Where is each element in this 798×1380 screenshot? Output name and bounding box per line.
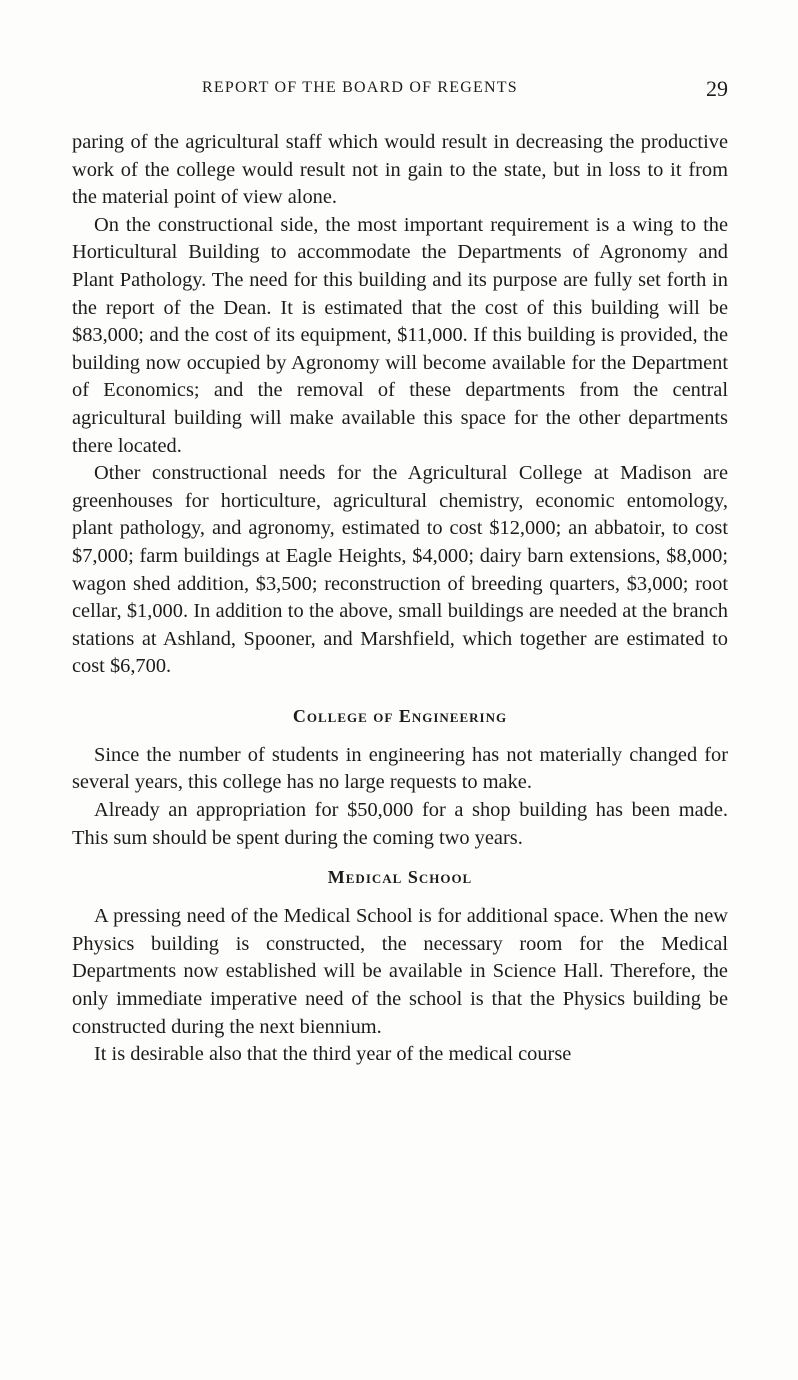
- running-header: [70, 76, 730, 102]
- spacer: [72, 852, 728, 864]
- paragraph-medical-space: A pressing need of the Medical School is for additional space. When the new Physics building is constructed, the necessary room for the Medical Departments now established will be available in Science Hall. Therefore, the only immediate imperative need of the school is that the Physics building be constructed during the next biennium.: [72, 905, 728, 1038]
- spacer: [72, 681, 728, 703]
- paragraph-engineering-students: Since the number of students in engineering has not materially changed for several years, this college has no large requests to make.: [72, 743, 728, 794]
- page-number: 29: [706, 76, 728, 101]
- body-text: [72, 129, 728, 1069]
- paragraph-horticultural-wing: On the constructional side, the most important requirement is a wing to the Horticultural Building to accommodate the Departments of Agronomy and Plant Pathology. The need for this building and its purpose are fully set forth in the report of the Dean. It is estimated that the cost of this building will be $83,000; and the cost of its equipment, $11,000. If this building is provided, the building now occupied by Agronomy will become available for the Department of Economics; and the removal of these departments from the central agricultural building will make available this space for the other departments there located.: [72, 213, 728, 457]
- paragraph-third-year-course: It is desirable also that the third year of the medical course: [94, 1043, 572, 1066]
- spacer: [72, 730, 728, 742]
- paragraph-other-constructional-needs: Other constructional needs for the Agricultural College at Madison are greenhouses for horticulture, agricultural chemistry, economic entomology, plant pathology, and agronomy, estimated to cost $12,000; an abbatoir, to cost $7,000; farm buildings at Eagle Heights, $4,000; dairy barn extensions, $8,000; wagon shed addition, $3,500; reconstruction of breeding quarters, $3,000; root cellar, $1,000. In addition to the above, small buildings are needed at the branch stations at Ashland, Spooner, and Marshfield, which together are estimated to cost $6,700.: [72, 462, 728, 678]
- spacer: [72, 891, 728, 903]
- paragraph-continuation: paring of the agricultural staff which would result in decreasing the productive work of the college would result not in gain to the state, but in loss to it from the material point of view alone.: [72, 131, 728, 209]
- section-heading-engineering: College of Engineering: [292, 705, 508, 726]
- paragraph-shop-building: Already an appropriation for $50,000 for a shop building has been made. This sum should be spent during the coming two years.: [72, 799, 728, 849]
- running-title: REPORT OF THE BOARD OF REGENTS: [202, 79, 518, 96]
- section-heading-medical: Medical School: [327, 867, 473, 888]
